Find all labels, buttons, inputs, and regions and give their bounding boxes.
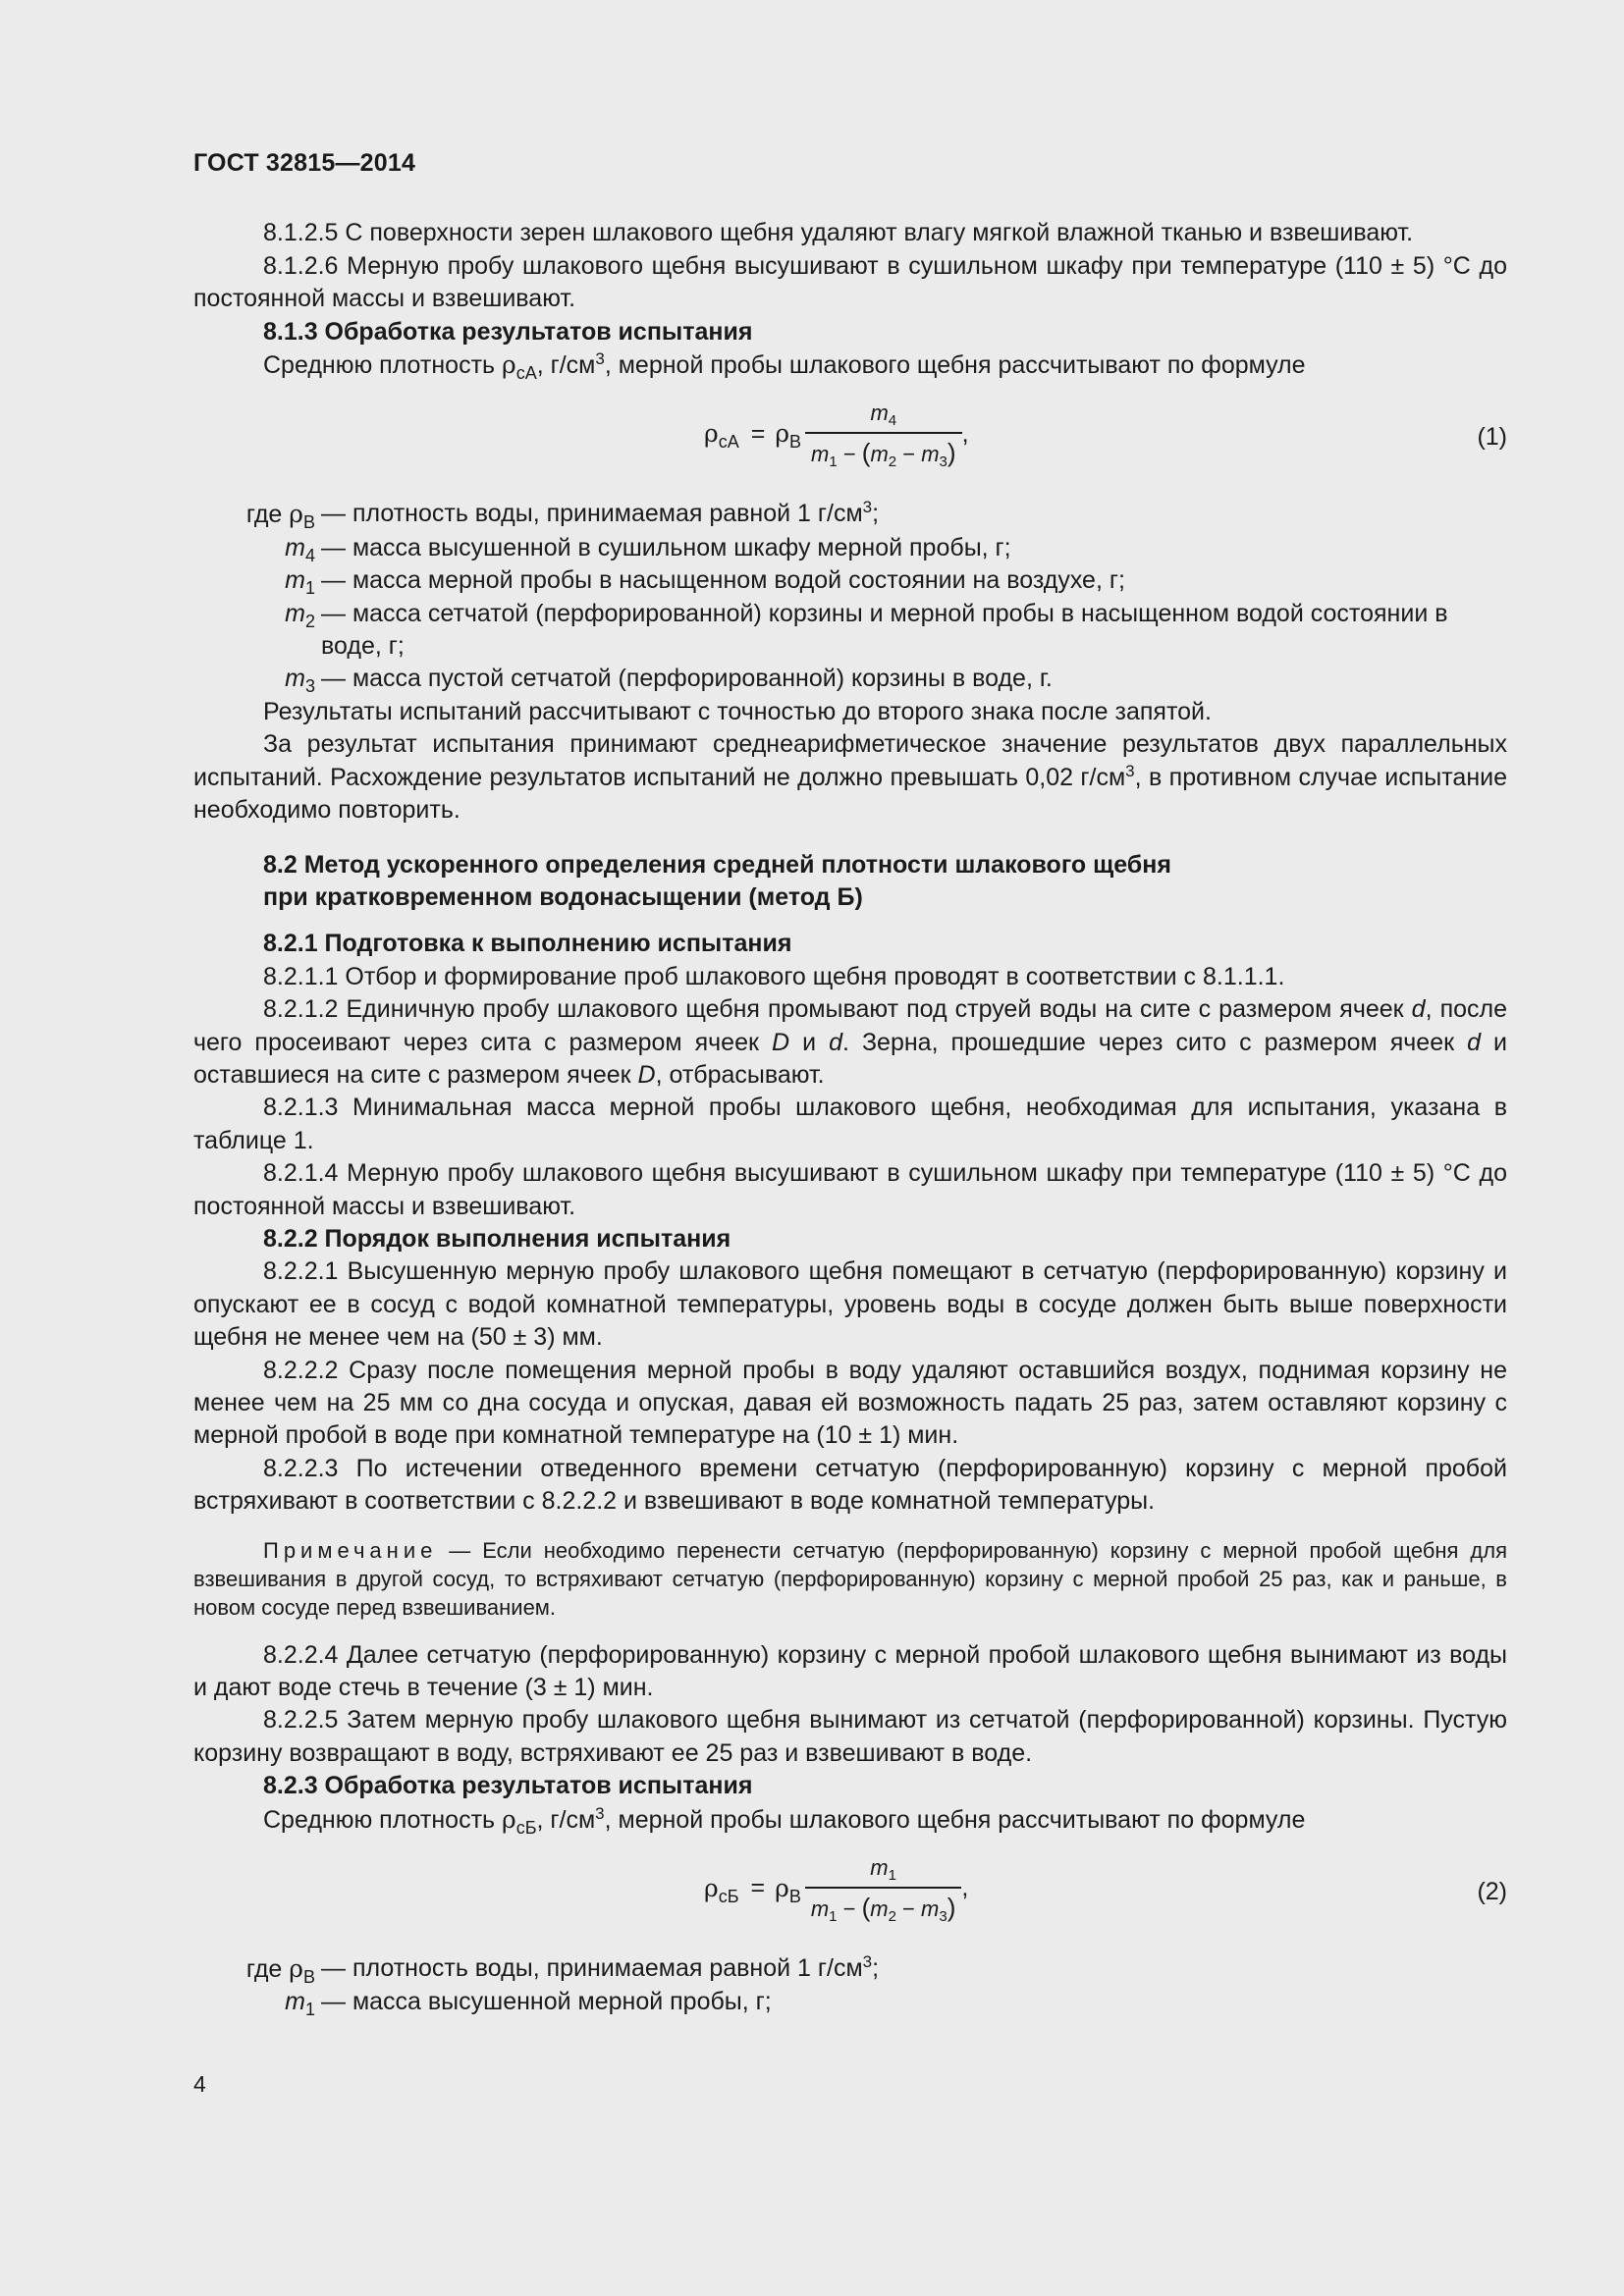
paragraph-text: , отбрасывают. <box>655 1060 825 1089</box>
superscript: 3 <box>862 498 873 517</box>
subscript: 1 <box>829 453 838 470</box>
variable-m: m <box>285 1988 305 2016</box>
document-header: ГОСТ 32815—2014 <box>193 149 416 177</box>
variable-m: m <box>870 441 889 466</box>
page-number: 4 <box>193 2071 206 2097</box>
rho-symbol: ρ <box>289 1954 303 1984</box>
legend-text: — масса сетчатой (перфорированной) корзины и мерной пробы в насыщенном водой состоянии в воде, г; <box>321 599 1448 661</box>
subscript: 3 <box>939 453 947 470</box>
subscript: 4 <box>888 411 897 429</box>
legend-row <box>193 1986 1507 2018</box>
rho-symbol: ρ <box>704 419 719 449</box>
subscript: сБ <box>718 1886 739 1906</box>
heading-8-2-line-2: при кратковременном водонасыщении (метод Б) <box>263 882 863 911</box>
formula-rhs-rho <box>775 1872 801 1905</box>
paragraph-8-1-2-5: 8.1.2.5 С поверхности зерен шлакового щебня удаляют влагу мягкой влажной тканью и взвешивают. <box>263 219 1414 247</box>
paragraph-8-2-2-1: 8.2.2.1 Высушенную мерную пробу шлакового щебня помещают в сетчатую (перфорированную) корзину и опускают ее в сосуд с водой комнатной температуры, уровень воды в сосуде должен быть выше поверхности щебня не менее чем на (50 ± 3) мм. <box>193 1257 1507 1352</box>
subscript: В <box>302 1967 315 1988</box>
subscript: сА <box>718 432 739 453</box>
superscript: 3 <box>862 1952 873 1972</box>
heading-8-2-3: 8.2.3 Обработка результатов испытания <box>263 1772 753 1800</box>
rho-symbol: ρ <box>775 1873 789 1902</box>
paragraph-text: За результат испытания принимают среднеарифметическое значение результатов двух параллельных испытаний. Расхождение результатов испытаний не должно превышать 0,02 г/см <box>193 730 1507 791</box>
variable-m: m <box>810 1896 830 1921</box>
variable-m: m <box>285 665 305 693</box>
formula-1-math <box>704 390 969 478</box>
subscript: сБ <box>515 1817 537 1838</box>
legend-key <box>193 1986 315 2018</box>
variable-m: m <box>921 1896 940 1921</box>
subscript: 2 <box>888 453 897 470</box>
legend-desc: — плотность воды, принимаемая равной 1 г/см <box>321 500 863 528</box>
paren-right: ) <box>947 437 956 467</box>
numerator <box>864 399 902 432</box>
subscript: 3 <box>304 676 315 697</box>
paren-left: ( <box>861 437 871 467</box>
heading-8-2-1: 8.2.1 Подготовка к выполнению испытания <box>263 930 792 958</box>
intro-text: , мерной пробы шлакового щебня рассчитывают по формуле <box>604 1805 1306 1834</box>
legend-lead: где <box>245 501 290 529</box>
formula-2-intro <box>193 1803 1507 1837</box>
numerator <box>864 1853 902 1887</box>
paragraph-results-average <box>193 728 1507 827</box>
rho-symbol: ρ <box>289 500 303 529</box>
subscript: 3 <box>939 1907 947 1925</box>
legend-row <box>193 498 1507 531</box>
subscript: сА <box>515 363 537 384</box>
paren-right: ) <box>947 1892 956 1922</box>
paragraph-text: , после чего просеивают через сита с размером ячеек <box>193 995 1508 1056</box>
equals-sign: = <box>750 1874 766 1902</box>
legend-key <box>193 598 315 664</box>
minus-sign: − <box>896 441 922 466</box>
document-page <box>193 147 1507 2019</box>
minus-sign: − <box>837 1896 862 1921</box>
minus-sign: − <box>837 441 862 466</box>
legend-key <box>193 564 315 597</box>
legend-row <box>193 1952 1507 1986</box>
legend-key <box>193 663 315 695</box>
heading-8-2-line-1: 8.2 Метод ускоренного определения средней плотности шлакового щебня <box>263 850 1171 879</box>
variable-d: d <box>1411 995 1426 1024</box>
variable-D: D <box>637 1060 656 1089</box>
note-label: Примечание <box>263 1537 438 1563</box>
superscript: 3 <box>595 1803 605 1823</box>
formula-rhs-rho <box>775 417 801 451</box>
paren-left: ( <box>861 1892 871 1922</box>
paragraph-8-2-1-1: 8.2.1.1 Отбор и формирование проб шлакового щебня проводят в соответствии с 8.1.1.1. <box>263 962 1285 990</box>
variable-D: D <box>771 1028 790 1056</box>
variable-m: m <box>870 400 889 425</box>
legend-lead: где <box>245 1955 290 1984</box>
formula-1-legend <box>193 498 1507 695</box>
subscript: В <box>789 432 802 453</box>
legend-desc: — плотность воды, принимаемая равной 1 г/см <box>321 1954 863 1983</box>
legend-row <box>193 598 1507 664</box>
legend-key <box>193 532 315 564</box>
superscript: 3 <box>1125 761 1135 780</box>
superscript: 3 <box>595 349 605 369</box>
rho-symbol: ρ <box>502 1804 516 1834</box>
legend-row <box>193 532 1507 564</box>
formula-comma: , <box>961 419 969 448</box>
paragraph-text: и <box>789 1028 830 1056</box>
paragraph-8-2-2-4: 8.2.2.4 Далее сетчатую (перфорированную) корзину с мерной пробой шлакового щебня вынимают из воды и дают воде стечь в течение (3 ± 1) мин. <box>193 1640 1507 1702</box>
heading-8-1-3: 8.1.3 Обработка результатов испытания <box>263 317 753 346</box>
spacer <box>193 914 1507 928</box>
variable-d: d <box>829 1028 842 1056</box>
paragraph-text: и оставшиеся на сите с размером ячеек <box>193 1028 1507 1089</box>
legend-text: — масса высушенной мерной пробы, г; <box>321 1988 772 2016</box>
spacer <box>193 828 1507 849</box>
intro-text: Среднюю плотность <box>263 351 502 380</box>
legend-row <box>193 663 1507 695</box>
formula-2-legend <box>193 1952 1507 2019</box>
paragraph-8-2-1-3: 8.2.1.3 Минимальная масса мерной пробы шлакового щебня, необходимая для испытания, указана в таблице 1. <box>193 1094 1507 1154</box>
formula-1-intro <box>193 348 1507 382</box>
paragraph-8-2-1-2 <box>193 993 1507 1092</box>
legend-text: — масса мерной пробы в насыщенном водой состоянии на воздухе, г; <box>321 566 1125 595</box>
variable-m: m <box>870 1854 889 1880</box>
formula-2-math <box>704 1844 968 1933</box>
paragraph-8-2-2-3: 8.2.2.3 По истечении отведенного времени сетчатую (перфорированную) корзину с мерной пробой встряхивают в соответствии с 8.2.2.2 и взвешивают в воде комнатной температуры. <box>193 1454 1507 1516</box>
paragraph-8-2-1-4: 8.2.1.4 Мерную пробу шлакового щебня высушивают в сушильном шкафу при температуре (110 ± 5) °С до постоянной массы и взвешивают. <box>193 1159 1507 1220</box>
subscript: 1 <box>829 1907 838 1925</box>
paragraph-8-1-2-6: 8.1.2.6 Мерную пробу шлакового щебня высушивают в сушильном шкафу при температуре (110 ± 5) °С до постоянной массы и взвешивают. <box>193 251 1507 313</box>
intro-text: , г/см <box>536 1805 596 1834</box>
legend-text <box>315 1952 1507 1986</box>
denominator <box>805 1887 962 1925</box>
paragraph-8-2-2-2: 8.2.2.2 Сразу после помещения мерной пробы в воду удаляют оставшийся воздух, поднимая корзину не менее чем на 25 мм со дна сосуда и опуская, давая ей возможность падать 25 раз, затем оставляют корзину с мерной пробой в воде при комнатной температуре на (10 ± 1) мин. <box>193 1356 1507 1450</box>
subscript: 1 <box>304 578 315 599</box>
variable-m: m <box>285 599 305 627</box>
intro-text: , мерной пробы шлакового щебня рассчитывают по формуле <box>604 351 1306 380</box>
legend-text: — масса высушенной в сушильном шкафу мерной пробы, г; <box>321 533 1011 561</box>
paragraph-text: , в противном случае испытание необходимо повторить. <box>193 763 1507 825</box>
note <box>193 1536 1507 1622</box>
subscript: 2 <box>888 1907 896 1925</box>
legend-tail: ; <box>872 500 880 528</box>
intro-text: Среднюю плотность <box>263 1805 502 1834</box>
variable-d: d <box>1467 1028 1481 1056</box>
legend-tail: ; <box>872 1954 880 1983</box>
formula-lhs <box>704 1872 739 1905</box>
legend-text: — масса пустой сетчатой (перфорированной) корзины в воде, г. <box>321 665 1053 693</box>
note-text: — Если необходимо перенести сетчатую (перфорированную) корзину с мерной пробой щебня для взвешивания в другой сосуд, то встряхивают сетчатую (перфорированную) корзину с мерной пробой 25 раз, как и раньше, в новом сосуде перед взвешиванием. <box>193 1537 1507 1620</box>
variable-m: m <box>811 441 830 466</box>
legend-row <box>193 564 1507 597</box>
legend-key <box>193 498 315 531</box>
intro-text: , г/см <box>536 351 596 380</box>
formula-number: (1) <box>1477 423 1507 452</box>
fraction <box>805 399 962 470</box>
rho-symbol: ρ <box>502 350 516 380</box>
subscript: 1 <box>888 1866 896 1884</box>
legend-key <box>193 1952 315 1986</box>
minus-sign: − <box>895 1896 922 1921</box>
formula-lhs <box>704 417 739 451</box>
paragraph-8-2-2-5: 8.2.2.5 Затем мерную пробу шлакового щебня вынимают из сетчатой (перфорированной) корзины. Пустую корзину возвращают в воду, встряхивают ее 25 раз и взвешивают в воде. <box>193 1706 1507 1767</box>
variable-m: m <box>285 566 305 595</box>
paragraph-text: . Зерна, прошедшие через сито с размером ячеек <box>841 1028 1468 1056</box>
formula-comma: , <box>961 1874 969 1902</box>
subscript: 4 <box>304 545 315 565</box>
fraction <box>805 1853 962 1925</box>
variable-m: m <box>285 533 305 561</box>
variable-m: m <box>921 441 940 466</box>
subscript: В <box>788 1886 801 1906</box>
formula-number: (2) <box>1477 1878 1507 1906</box>
equals-sign: = <box>750 419 766 448</box>
paragraph-results-precision: Результаты испытаний рассчитывают с точностью до второго знака после запятой. <box>263 697 1212 725</box>
heading-8-2-2: 8.2.2 Порядок выполнения испытания <box>263 1224 731 1253</box>
formula-2 <box>193 1837 1507 1952</box>
subscript: 2 <box>304 611 315 631</box>
subscript: 1 <box>304 2000 315 2020</box>
subscript: В <box>302 512 315 533</box>
variable-m: m <box>870 1896 889 1921</box>
legend-text <box>315 498 1507 531</box>
paragraph-text: 8.2.1.2 Единичную пробу шлакового щебня промывают под струей воды на сите с размером ячеек <box>263 995 1412 1024</box>
rho-symbol: ρ <box>775 419 790 449</box>
denominator <box>805 432 962 470</box>
rho-symbol: ρ <box>704 1873 719 1902</box>
formula-1 <box>193 382 1507 498</box>
